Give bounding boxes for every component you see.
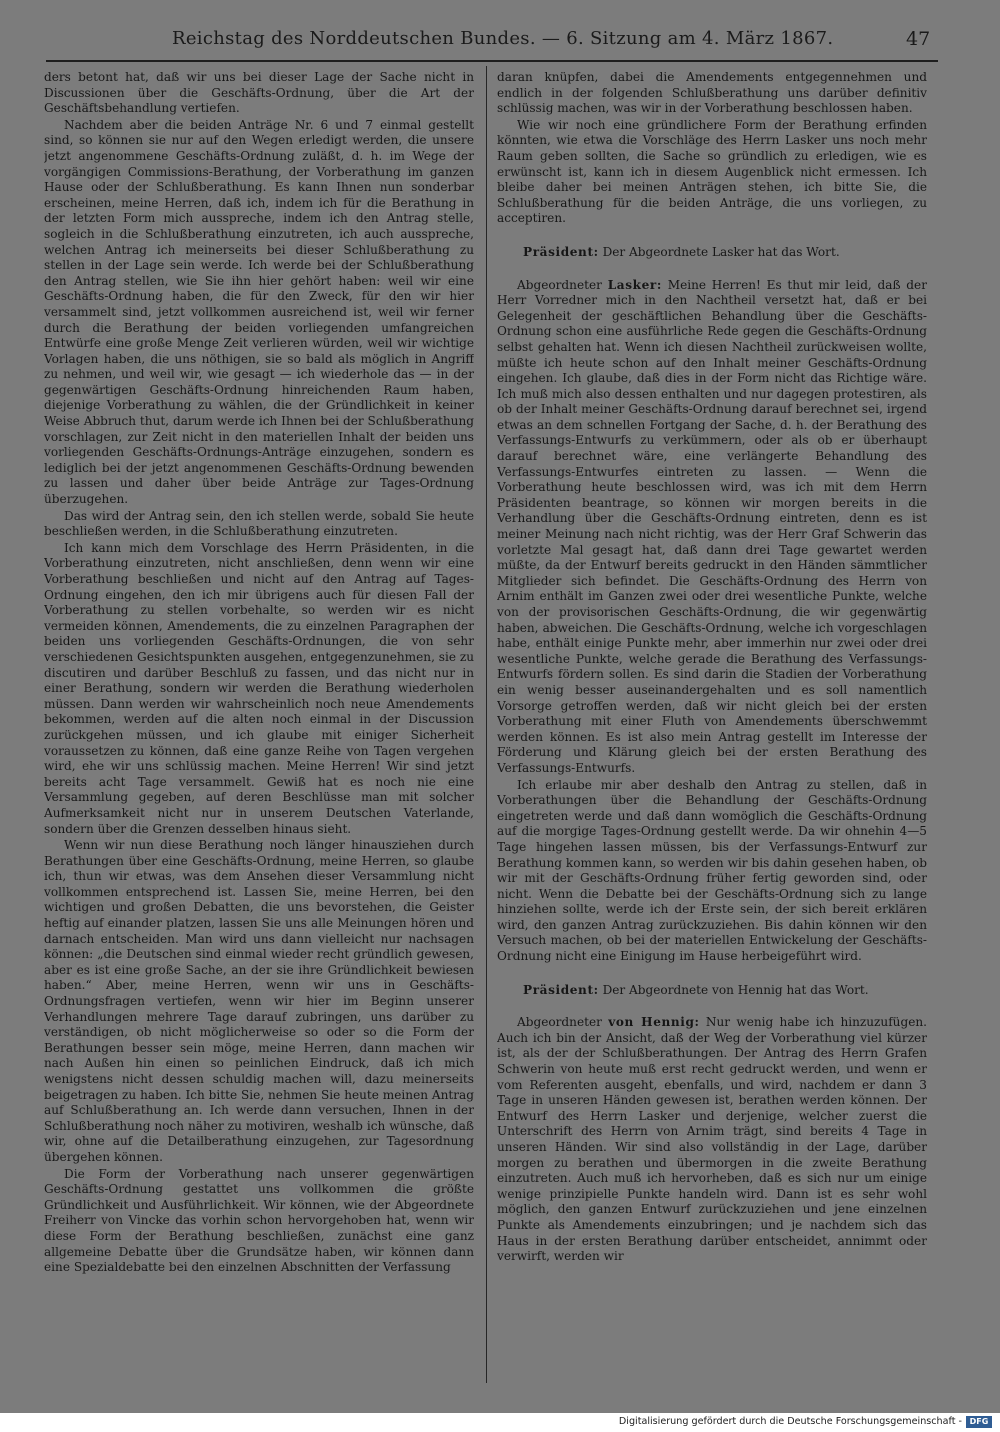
running-title: Reichstag des Norddeutschen Bundes. — 6. Sitzung am 4. März 1867. xyxy=(172,28,834,49)
speaker-prefix: Abgeordneter xyxy=(517,1015,602,1030)
paragraph: Die Form der Vorberathung nach unserer gegenwärtigen Geschäfts-Ordnung gestattet uns vollkommen die größte Gründlichkeit und Ausführlichkeit. Wir können, wie der Abgeordnete Freiherr von Vincke das vorhin schon hervorgehoben hat, wenn wir diese Form der Berathung beschließen, zunächst eine ganz allgemeine Debatte über die Grundsätze haben, wir können dann eine Spezialdebatte bei den einzelnen Abschnitten der Verfassung xyxy=(44,1166,474,1275)
speech-lasker xyxy=(497,278,927,777)
speech-text: Nur wenig habe ich hinzuzufügen. Auch ich bin der Ansicht, daß der Weg der Vorberathung viel kürzer ist, als der der Schlußberathungen. Der Antrag des Herrn Grafen Schwerin von heute muß erst recht gedruckt werden, und wenn er vom Referenten ausgeht, ebenfalls, und wird, nachdem er dann 3 Tage in unseren Händen gewesen ist, berathen werden können. Der Entwurf des Herrn Lasker und derjenige, welcher zuerst die Unterschrift des Herrn von Arnim trägt, sind bereits 4 Tage in unseren Händen. Wir sind also vollständig in der Lage, darüber morgen zu berathen und übermorgen in die zweite Berathung einzutreten. Auch muß ich hervorheben, daß es sich nur um einige wenige prinzipielle Punkte handeln wird. Dann ist es sehr wohl möglich, den ganzen Entwurf zurückzuziehen und jene einzelnen Punkte als Amendements einzubringen; und je nachdem sich das Haus in der ersten Berathung darüber entscheidet, annimmt oder verwirft, werden wir xyxy=(497,1015,927,1264)
paragraph: Ich erlaube mir aber deshalb den Antrag zu stellen, daß in Vorberathungen über die Behandlung der Geschäfts-Ordnung eingetreten werde und daß dann womöglich die Geschäfts-Ordnung auf die morgige Tages-Ordnung gestellt werde. Da wir ohnehin 4—5 Tage hingehen lassen müssen, bis der Verfassungs-Entwurf zur Berathung kommen kann, so werden wir bis dahin gesehen haben, ob wir mit der Geschäfts-Ordnung früher fertig geworden sind, oder nicht. Wenn die Debatte bei der Geschäfts-Ordnung sich zu lange hinziehen sollte, werde ich der Erste sein, der sich bereit erklären wird, den ganzen Antrag zurückzuziehen. Bis dahin können wir den Versuch machen, ob bei der materiellen Entwickelung der Geschäfts-Ordnung nicht eine Einigung im Hause herbeigeführt wird. xyxy=(497,777,927,964)
dfg-logo: DFG xyxy=(966,1416,992,1428)
speech-hennig xyxy=(497,1015,927,1265)
paragraph: Ich kann mich dem Vorschlage des Herrn Präsidenten, in die Vorberathung einzutreten, nicht anschließen, denn wenn wir eine Vorberathung beschließen und nicht auf den Antrag auf Tages-Ordnung eingehen, den ich mir übrigens auch für diesen Fall der Vorberathung zu stellen vorbehalte, so werden wir es nicht vermeiden können, Amendements, die zu einzelnen Paragraphen der beiden uns vorliegenden Geschäfts-Ordnungen, die von sehr verschiedenen Gesichtspunkten ausgehen, entgegenzunehmen, sie zu discutiren und darüber Beschluß zu fassen, und das nicht nur in einer Berathung, sondern wir werden die Berathung wiederholen müssen. Dann werden wir wahrscheinlich noch neue Amendements bekommen, werden auf die alten noch einmal in der Discussion zurückgehen müssen, und ich glaube mit einiger Sicherheit voraussetzen zu können, daß eine ganze Reihe von Tagen vergehen wird, ehe wir uns schlüssig machen. Meine Herren! Wir sind jetzt bereits acht Tage versammelt. Gewiß hat es noch nie eine Versammlung gegeben, auf deren Beschlüsse man mit solcher Aufmerksamkeit nicht nur in unserem Deutschen Vaterlande, sondern über die Grenzen desselben hinaus sieht. xyxy=(44,540,474,836)
speaker-prefix: Abgeordneter xyxy=(517,277,602,292)
paragraph: Nachdem aber die beiden Anträge Nr. 6 und 7 einmal gestellt sind, so können sie nur auf den Wegen erledigt werden, die unsere jetzt angenommene Geschäfts-Ordnung zuläßt, d. h. im Wege der vorgängigen Commissions-Berathung, der Vorberathung im ganzen Hause oder der Schlußberathung. Es kann Ihnen nun sonderbar erscheinen, meine Herren, daß ich, indem ich für die Berathung in der letzten Form mich ausspreche, indem ich den Antrag stelle, sogleich in die Schlußberathung einzutreten, ich auch ausspreche, welchen Antrag ich meinerseits bei dieser Schlußberathung zu stellen in der Lage sein werde. Ich werde bei der Schlußberathung den Antrag stellen, wie Sie ihn hier gehört haben: weil wir eine Geschäfts-Ordnung haben, die für den Zweck, für den wir hier versammelt sind, jetzt vollkommen ausreichend ist, weil wir ferner durch die Berathung der beiden vorliegenden umfangreichen Entwürfe eine große Menge Zeit verlieren würden, weil wir wichtige Vorlagen haben, die uns nöthigen, sie so bald als möglich in Angriff zu nehmen, und weil wir, wie gesagt — ich wiederhole das — in der gegenwärtigen Geschäfts-Ordnung hinreichenden Raum haben, diejenige Vorberathung zu wählen, die der Gründlichkeit in keiner Weise Abbruch thut, darum werde ich Ihnen bei der Schlußberathung vorschlagen, zur Zeit nicht in den materiellen Inhalt der beiden uns vorliegenden Geschäfts-Ordnungs-Anträge einzugehen, sondern es lediglich bei der jetzt angenommenen Geschäfts-Ordnung bewenden zu lassen und daher über beide Anträge zur Tages-Ordnung überzugehen. xyxy=(44,117,474,507)
speech-text: Meine Herren! Es thut mir leid, daß der Herr Vorredner mich in den Nachtheil versetzt hat, daß er bei Gelegenheit der geschäftlichen Behandlung über die Geschäfts-Ordnung schon eine ausführliche Rede gegen die Geschäfts-Ordnung selbst gehalten hat. Wenn ich diesen Nachtheil zurückweisen wollte, müßte ich heute schon auf den Inhalt meiner Geschäfts-Ordnung eingehen. Ich glaube, daß dies in der Form nicht das Richtige wäre. Ich muß mich also dessen enthalten und nur dagegen protestiren, als ob der Inhalt meiner Geschäfts-Ordnung darauf berechnet sei, irgend etwas an dem schnellen Fortgang der Sache, d. h. der Berathung des Verfassungs-Entwurfs zu verkümmern, oder als ob er überhaupt darauf berechnet wäre, eine verlängerte Behandlung des Verfassungs-Entwurfes eintreten zu lassen. — Wenn die Vorberathung heute beschlossen wird, was ich mit dem Herrn Präsidenten beantrage, so können wir morgen bereits in die Verhandlung über die Geschäfts-Ordnung eintreten, denn es ist meiner Meinung nach nicht richtig, was der Herr Graf Schwerin das vorletzte Mal gesagt hat, daß dann drei Tage gewartet werden müßte, da der Entwurf bereits gedruckt in den Händen sämmtlicher Mitglieder sich befindet. Die Geschäfts-Ordnung des Herrn von Arnim enthält im Ganzen zwei oder drei wesentliche Punkte, welche von der provisorischen Geschäfts-Ordnung, die wir gegenwärtig haben, abweichen. Die Geschäfts-Ordnung, welche ich vorgeschlagen habe, enthält einige Punkte mehr, aber immerhin nur zwei oder drei wesentliche Punkte, welche gerade die Berathung des Verfassungs-Entwurfs fördern sollen. Es sind darin die Stadien der Vorberathung ein wenig besser auseinandergehalten und es soll namentlich Vorsorge getroffen werden, daß wir nicht gleich bei der ersten Vorberathung mit einer Fluth von Amendements überschwemmt werden können. Es ist also mein Antrag gestellt im Interesse der Förderung und Klärung gleich bei der ersten Berathung des Verfassungs-Entwurfs. xyxy=(497,277,927,775)
paragraph: ders betont hat, daß wir uns bei dieser Lage der Sache nicht in Discussionen über die Geschäfts-Ordnung, über die Art der Geschäftsbehandlung vertiefen. xyxy=(44,70,474,116)
funding-credit: Digitalisierung gefördert durch die Deutsche Forschungsgemeinschaft - xyxy=(618,1416,962,1427)
header-rule xyxy=(46,60,938,62)
announcement-text: Der Abgeordnete von Hennig hat das Wort. xyxy=(602,982,869,997)
paragraph: Das wird der Antrag sein, den ich stellen werde, sobald Sie heute beschließen werden, in die Schlußberathung einzutreten. xyxy=(44,508,474,539)
paragraph: Wenn wir nun diese Berathung noch länger hinausziehen durch Berathungen über eine Geschäfts-Ordnung, meine Herren, so glaube ich, thun wir etwas, was dem Ansehen dieser Versammlung nicht vollkommen entsprechend ist. Lassen Sie, meine Herren, bei den wichtigen und großen Debatten, die uns bevorstehen, die Geister heftig auf einander platzen, lassen Sie uns alle Meinungen hören und darnach entscheiden. Man wird uns dann vielleicht nur nachsagen können: „die Deutschen sind einmal wieder recht gründlich gewesen, aber es ist eine große Sache, an der sie ihre Gründlichkeit bewiesen haben.“ Aber, meine Herren, wenn wir uns in Geschäfts-Ordnungsfragen vertiefen, wenn wir hier im Beginn unserer Verhandlungen mehrere Tage darauf zubringen, uns darüber zu verständigen, ob nicht möglicherweise so oder so die Form der Berathungen besser sein möge, meine Herren, dann machen wir nach Außen hin einen so peinlichen Eindruck, daß ich mich wenigstens nicht dessen schuldig machen will, dazu meinerseits beigetragen zu haben. Ich bitte Sie, nehmen Sie heute meinen Antrag auf Schlußberathung an. Ich werde dann versuchen, Ihnen in der Schlußberathung noch näher zu motiviren, weshalb ich wünsche, daß wir, ohne auf die Detailberathung einzugehen, zur Tagesordnung übergehen können. xyxy=(44,838,474,1164)
column-divider xyxy=(486,66,487,1383)
right-column xyxy=(497,70,927,1380)
speaker-label: Präsident: xyxy=(523,244,599,259)
speaker-name: von Hennig: xyxy=(608,1015,700,1030)
left-column xyxy=(44,70,474,1380)
announcement-text: Der Abgeordnete Lasker hat das Wort. xyxy=(602,244,840,259)
speaker-name: Lasker: xyxy=(607,277,662,292)
paragraph: daran knüpfen, dabei die Amendements entgegennehmen und endlich in der folgenden Schlußberathung uns darüber definitiv schlüssig machen, was wir in der Vorberathung beschlossen haben. xyxy=(497,70,927,116)
page-number: 47 xyxy=(906,28,931,50)
page-header xyxy=(0,28,1000,58)
president-announcement xyxy=(497,983,927,999)
paragraph: Wie wir noch eine gründlichere Form der Berathung erfinden könnten, wie etwa die Vorschläge des Herrn Lasker uns noch mehr Raum geben sollten, die Sache so gründlich zu erledigen, wie es erwünscht ist, kann ich in diesem Augenblick nicht ermessen. Ich bleibe daher bei meinen Anträgen stehen, ich bitte Sie, die Schlußberathung für die beiden Anträge, die uns vorliegen, zu acceptiren. xyxy=(497,117,927,226)
speaker-label: Präsident: xyxy=(523,982,599,997)
digitization-footer xyxy=(0,1413,1000,1432)
president-announcement xyxy=(497,245,927,261)
